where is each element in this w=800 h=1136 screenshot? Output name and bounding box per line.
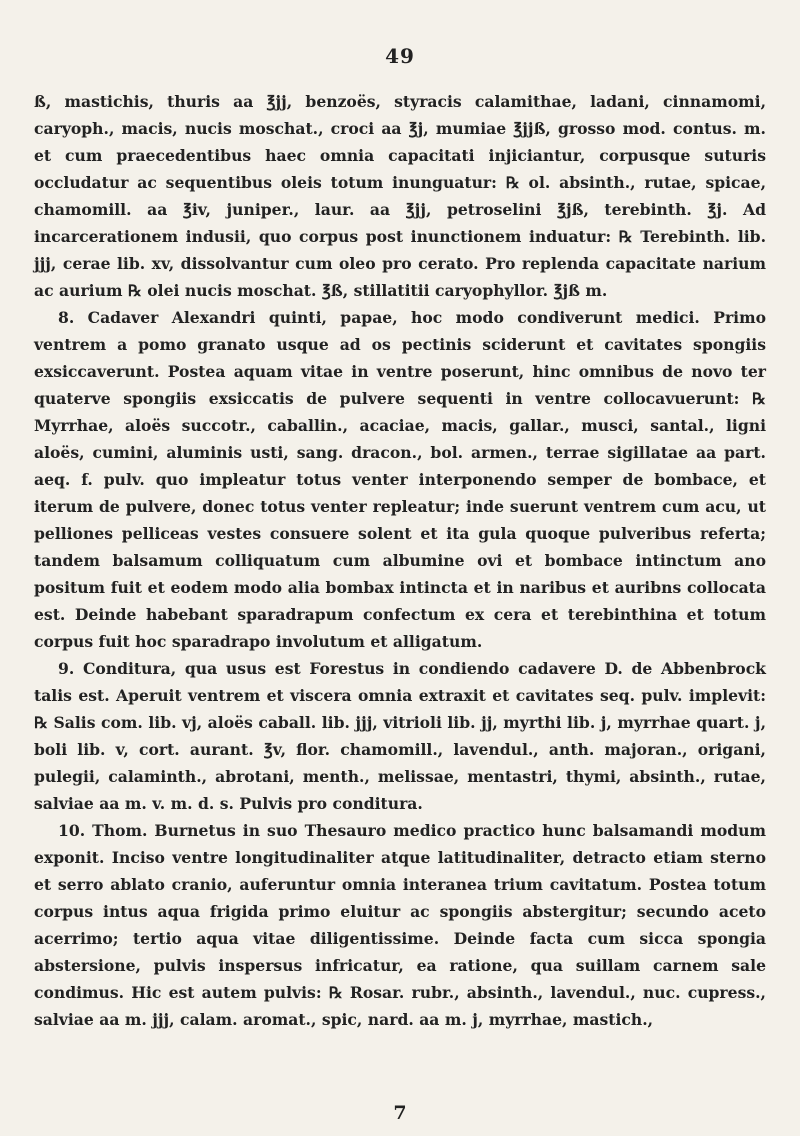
paragraph-9: 9. Conditura, qua usus est Forestus in condiendo cadavere D. de Abbenbrock talis est. Aperuit ventrem et viscera omnia extraxit et cavitates seq. pulv. implevit: ℞ Salis com. lib. vj, aloës caball. lib. jjj, vitrioli lib. jj, myrthi lib. j, myrrhae quart. j, boli lib. v, cort. aurant. ℥v, flor. chamomill., lavendul., anth. majoran., origani, pulegii, calaminth., abrotani, menth., melissae, mentastri, thymi, absinth., rutae, salviae aa m. v. m. d. s. Pulvis pro conditura. [34,659,766,813]
signature-mark: 7 [393,1102,407,1124]
paragraph-10: 10. Thom. Burnetus in suo Thesauro medico practico hunc balsamandi modum exponit. Inciso ventre longitudinaliter atque latitudinaliter, detracto etiam sterno et serro ablato cranio, auferuntur omnia interanea trium cavitatum. Postea totum corpus intus aqua frigida primo eluitur ac spongiis abstergitur; secundo aceto acerrimo; tertio aqua vitae diligentissime. Deinde facta cum sicca spongia abstersione, pulvis inspersus infricatur, ea ratione, qua suillam carnem sale condimus. Hic est autem pulvis: ℞ Rosar. rubr., absinth., lavendul., nuc. cupress., salviae aa m. jjj, calam. aromat., spic, nard. aa m. j, myrrhae, mastich., [34,821,766,1029]
page-number: 49 [385,44,415,68]
paragraph-continuation: ß, mastichis, thuris aa ℥jj, benzoës, styracis calamithae, ladani, cinnamomi, caryoph., macis, nucis moschat., croci aa ℥j, mumiae ℥jjß, grosso mod. contus. m. et cum praecedentibus haec omnia capacitati injiciantur, corpusque suturis occludatur ac sequentibus oleis totum inunguatur: ℞ ol. absinth., rutae, spicae, chamomill. aa ℥iv, juniper., laur. aa ℥jj, petroselini ℥jß, terebinth. ℥j. Ad incarcerationem indusii, quo corpus post inunctionem induatur: ℞ Terebinth. lib. jjj, cerae lib. xv, dissolvantur cum oleo pro cerato. Pro replenda capacitate narium ac aurium ℞ olei nucis moschat. ℥ß, stillatitii caryophyllor. ℥jß m. [34,92,766,300]
paragraph-8: 8. Cadaver Alexandri quinti, papae, hoc modo condiverunt medici. Primo ventrem a pomo granato usque ad os pectinis sciderunt et cavitates spongiis exsiccaverunt. Postea aquam vitae in ventre poserunt, hinc omnibus de novo ter quaterve spongiis exsiccatis de pulvere sequenti in ventre collocavuerunt: ℞ Myrrhae, aloës succotr., caballin., acaciae, macis, gallar., musci, santal., ligni aloës, cumini, aluminis usti, sang. dracon., bol. armen., terrae sigillatae aa part. aeq. f. pulv. quo impleatur totus venter interponendo semper de bombace, et iterum de pulvere, donec totus venter repleatur; inde suerunt ventrem cum acu, ut pelliones pelliceas vestes consuere solent et ita gula quoque pulveribus referta; tandem balsamum colliquatum cum albumine ovi et bombace intinctum ano positum fuit et eodem modo alia bombax intincta et in naribus et auribns collocata est. Deinde habebant sparadrapum confectum ex cera et terebinthina et totum corpus fuit hoc sparadrapo involutum et alligatum. [34,308,766,651]
body-text [34,88,766,1033]
